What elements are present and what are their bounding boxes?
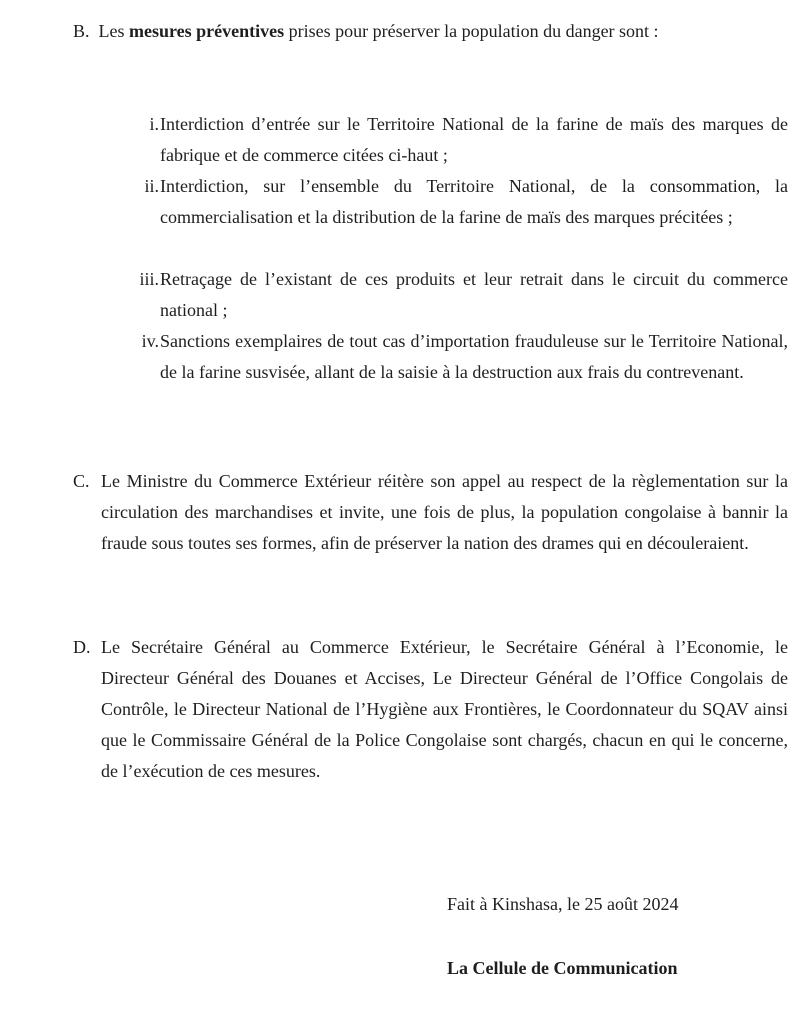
measure-item-iv	[100, 326, 788, 388]
item-number: iv.	[141, 331, 159, 351]
item-text: Interdiction, sur l’ensemble du Territoire National, de la consommation, la commercialisation et la distribution de la farine de maïs des marques précitées ;	[160, 176, 788, 227]
item-number: i.	[149, 114, 159, 134]
section-b-intro-bold: mesures préventives	[129, 21, 285, 41]
item-text: Retraçage de l’existant de ces produits et leur retrait dans le circuit du commerce national ;	[160, 269, 788, 320]
signature: La Cellule de Communication	[447, 958, 678, 978]
item-text: Sanctions exemplaires de tout cas d’importation frauduleuse sur le Territoire National, de la farine susvisée, allant de la saisie à la destruction aux frais du contrevenant.	[160, 331, 788, 382]
section-d	[73, 632, 788, 787]
section-c-letter: C.	[73, 471, 90, 491]
section-b-intro-pre: Les	[98, 21, 125, 41]
section-c	[73, 466, 788, 559]
item-number: iii.	[139, 269, 159, 289]
item-text: Interdiction d’entrée sur le Territoire National de la farine de maïs des marques de fabrique et de commerce citées ci-haut ;	[160, 114, 788, 165]
section-b-letter: B.	[73, 21, 90, 41]
measure-item-ii	[100, 171, 788, 233]
section-d-text: Le Secrétaire Général au Commerce Extérieur, le Secrétaire Général à l’Economie, le Directeur Général des Douanes et Accises, Le Directeur Général de l’Office Congolais de Contrôle, le Directeur National de l’Hygiène aux Frontières, le Coordonnateur du SQAV ainsi que le Commissaire Général de la Police Congolaise sont chargés, chacun en qui le concerne, de l’exécution de ces mesures.	[101, 637, 788, 781]
measure-item-i	[100, 109, 788, 171]
measure-item-iii	[100, 264, 788, 326]
place-date: Fait à Kinshasa, le 25 août 2024	[447, 894, 679, 914]
section-d-letter: D.	[73, 637, 91, 657]
item-number: ii.	[144, 176, 159, 196]
section-b-intro-post: prises pour préserver la population du danger sont :	[288, 21, 659, 41]
section-b-intro	[73, 16, 659, 47]
section-c-text: Le Ministre du Commerce Extérieur réitère son appel au respect de la règlementation sur la circulation des marchandises et invite, une fois de plus, la population congolaise à bannir la fraude sous toutes ses formes, afin de préserver la nation des drames qui en découleraient.	[101, 471, 788, 553]
